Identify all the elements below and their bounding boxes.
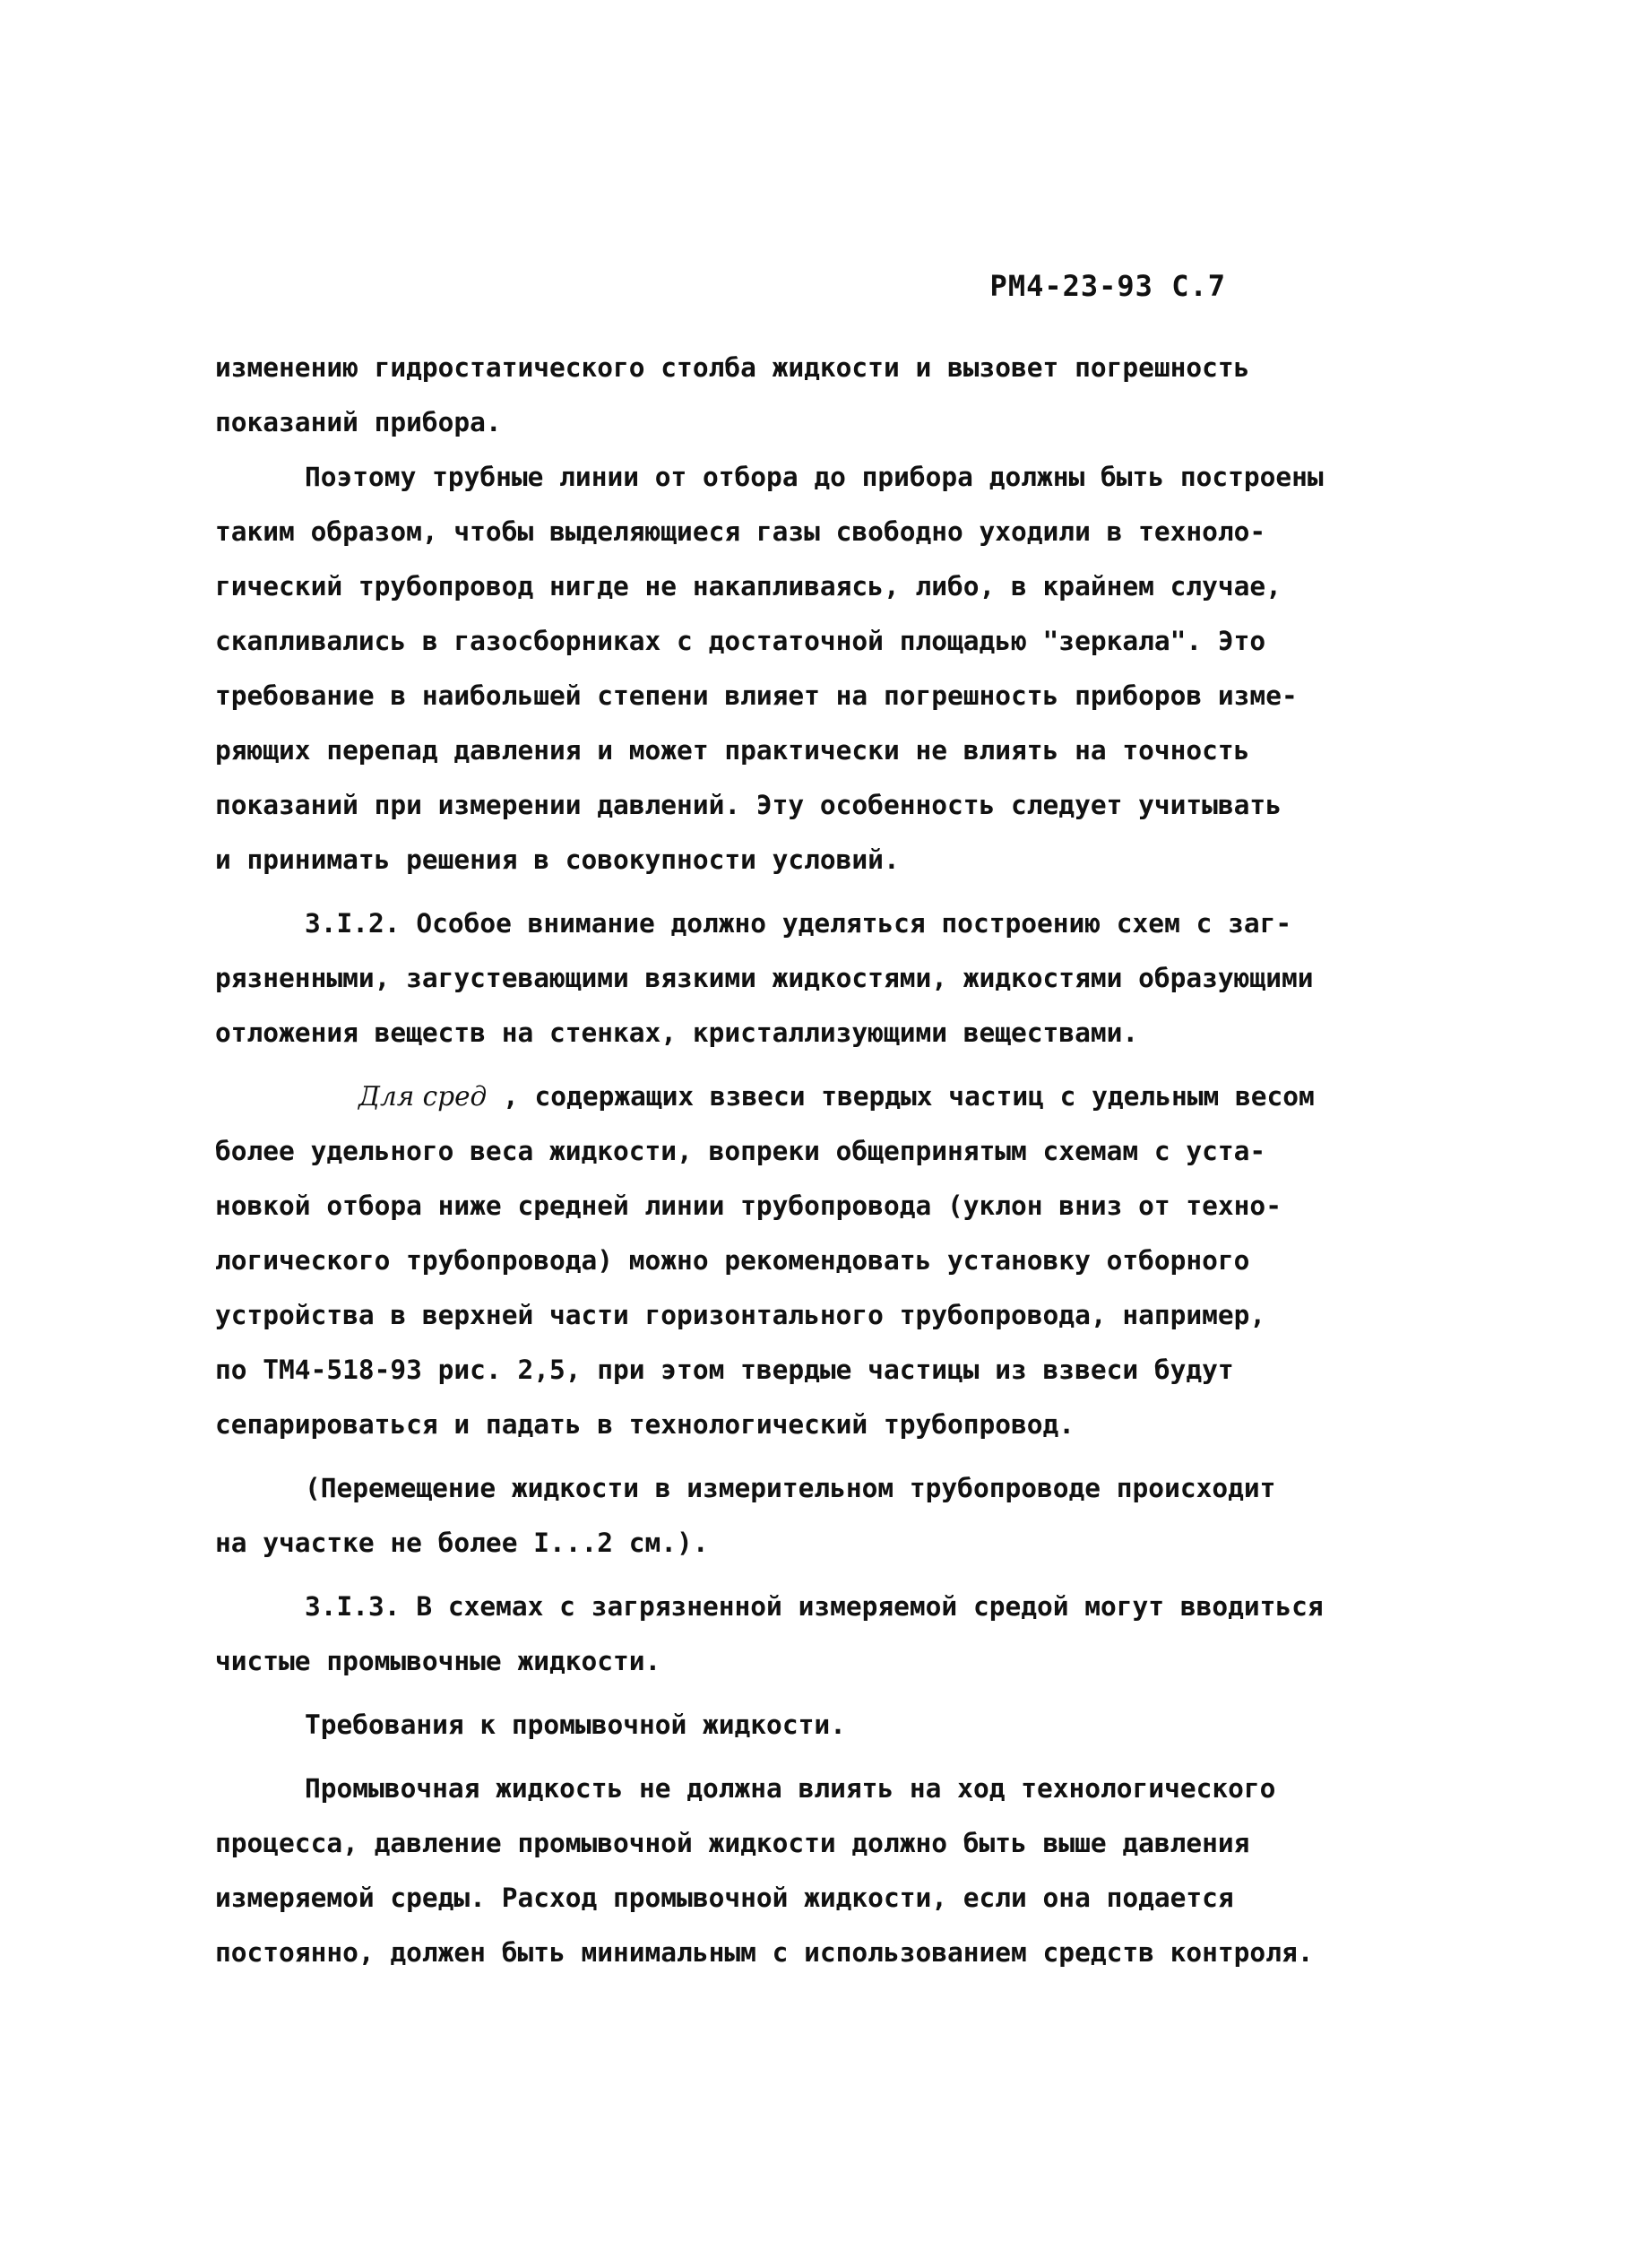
text-line: 3.I.2. Особое внимание должно уделяться построению схем с заг- <box>305 908 1292 939</box>
text-line: логического трубопровода) можно рекомендовать установку отборного <box>215 1245 1250 1276</box>
text-fragment: , содержащих взвеси твердых частиц с удельным весом <box>487 1081 1315 1112</box>
text-line: (Перемещение жидкости в измерительном трубопроводе происходит <box>305 1473 1276 1503</box>
text-line: показаний прибора. <box>215 407 502 437</box>
handwritten-insert: Для сред <box>358 1081 488 1112</box>
text-line: на участке не более I...2 см.). <box>215 1528 709 1558</box>
paragraph-6 <box>215 1580 1470 1689</box>
text-line: Промывочная жидкость не должна влиять на ход технологического <box>305 1773 1276 1804</box>
text-line: 3.I.3. В схемах с загрязненной измеряемой средой могут вводиться <box>305 1591 1324 1622</box>
page-header: РМ4-23-93 С.7 <box>989 269 1226 303</box>
text-line: рязненными, загустевающими вязкими жидкостями, жидкостями образующими <box>215 963 1314 993</box>
paragraph-7 <box>215 1698 1470 1753</box>
text-line: отложения веществ на стенках, кристаллизующими веществами. <box>215 1017 1139 1048</box>
text-line: чистые промывочные жидкости. <box>215 1646 661 1676</box>
text-line: скапливались в газосборниках с достаточной площадью "зеркала". Это <box>215 626 1266 656</box>
text-line: по ТМ4-518-93 рис. 2,5, при этом твердые частицы из взвеси будут <box>215 1355 1234 1385</box>
text-line: более удельного веса жидкости, вопреки общепринятым схемам с уста- <box>215 1136 1266 1166</box>
paragraph-3 <box>215 896 1470 1060</box>
text-line: Требования к промывочной жидкости. <box>305 1710 846 1740</box>
text-line: изменению гидростатического столба жидкости и вызовет погрешность <box>215 352 1250 383</box>
text-line: гический трубопровод нигде не накапливаясь, либо, в крайнем случае, <box>215 571 1282 602</box>
text-line: требование в наибольшей степени влияет на погрешность приборов изме- <box>215 680 1298 711</box>
text-line: и принимать решения в совокупности условий. <box>215 844 900 875</box>
text-line: измеряемой среды. Расход промывочной жидкости, если она подается <box>215 1883 1234 1913</box>
paragraph-8 <box>215 1762 1470 1980</box>
text-line: Поэтому трубные линии от отбора до прибора должны быть построены <box>305 462 1324 492</box>
text-line: сепарироваться и падать в технологический трубопровод. <box>215 1409 1075 1440</box>
text-line: ряющих перепад давления и может практически не влиять на точность <box>215 735 1250 766</box>
paragraph-2 <box>215 450 1470 887</box>
text-line: показаний при измерении давлений. Эту особенность следует учитывать <box>215 790 1282 820</box>
text-line: таким образом, чтобы выделяющиеся газы свободно уходили в техноло- <box>215 516 1266 547</box>
paragraph-5 <box>215 1461 1470 1571</box>
text-line: устройства в верхней части горизонтального трубопровода, например, <box>215 1300 1266 1330</box>
document-body <box>215 341 1470 1980</box>
paragraph-4 <box>215 1069 1470 1452</box>
text-line: постоянно, должен быть минимальным с использованием средств контроля. <box>215 1937 1314 1968</box>
text-line: процесса, давление промывочной жидкости должно быть выше давления <box>215 1828 1250 1858</box>
text-line <box>215 1069 1470 1124</box>
paragraph-1 <box>215 341 1470 450</box>
text-line: новкой отбора ниже средней линии трубопровода (уклон вниз от техно- <box>215 1190 1282 1221</box>
